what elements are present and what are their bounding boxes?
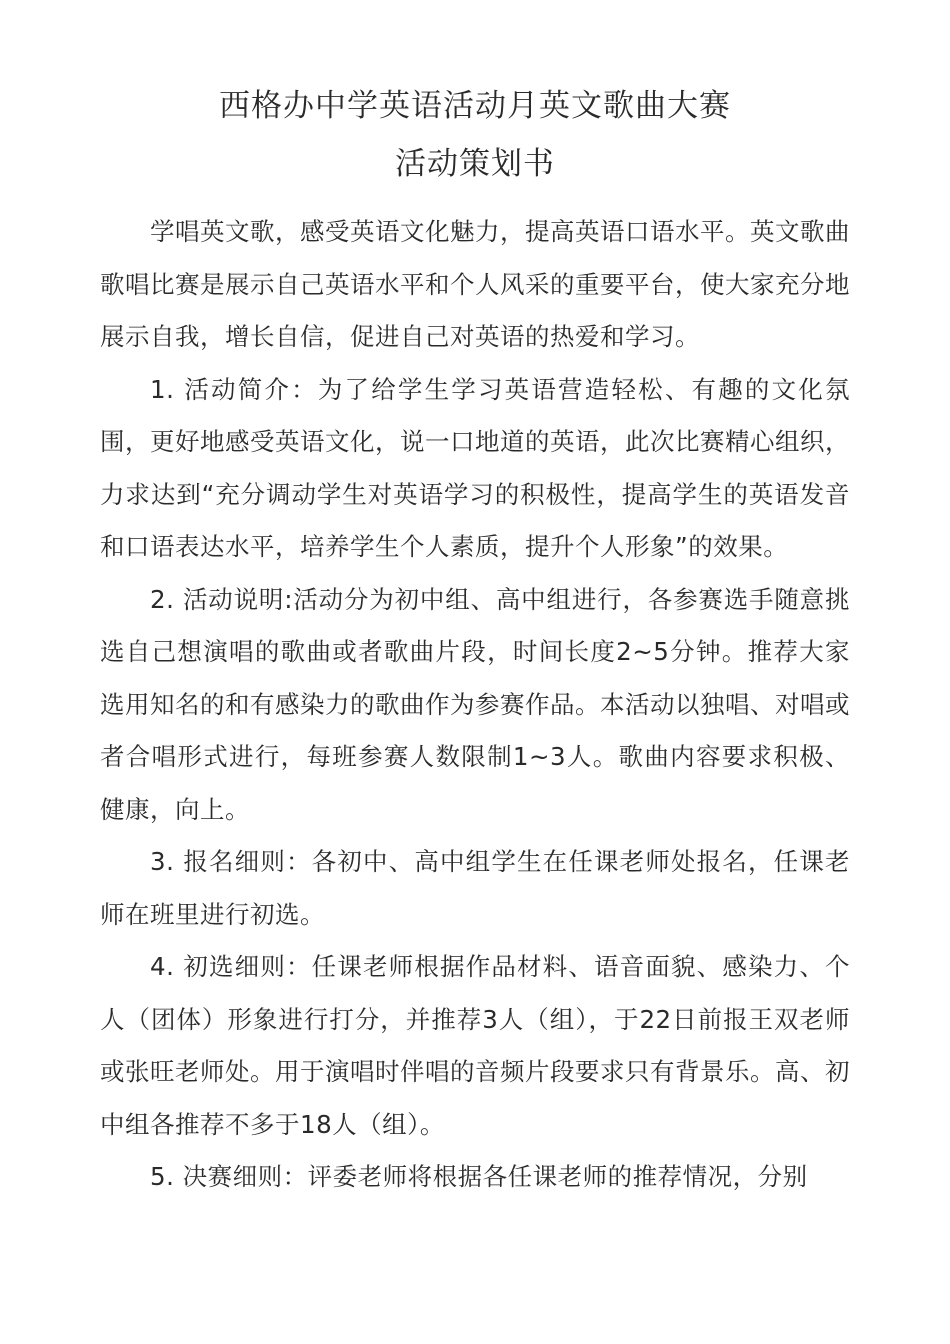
intro-paragraph: 学唱英文歌，感受英语文化魅力，提高英语口语水平。英文歌曲歌唱比赛是展示自己英语水平和个人风采的重要平台，使大家充分地展示自我，增长自信，促进自己对英语的热爱和学习。: [100, 217, 850, 351]
section-4-paragraph: 4. 初选细则：任课老师根据作品材料、语音面貌、感染力、个人（团体）形象进行打分，并推荐3人（组），于22日前报王双老师或张旺老师处。用于演唱时伴唱的音频片段要求只有背景乐。高、初中组各推荐不多于18人（组）。: [100, 952, 850, 1139]
section-5-paragraph: 5. 决赛细则：评委老师将根据各任课老师的推荐情况，分别: [150, 1162, 808, 1191]
document-subtitle: 活动策划书: [395, 146, 555, 182]
section-1-paragraph: 1. 活动简介：为了给学生学习英语营造轻松、有趣的文化氛围，更好地感受英语文化，说一口地道的英语，此次比赛精心组织，力求达到“充分调动学生对英语学习的积极性，提高学生的英语发音和口语表达水平，培养学生个人素质，提升个人形象”的效果。: [100, 374, 850, 561]
section-3-paragraph: 3. 报名细则：各初中、高中组学生在任课老师处报名，任课老师在班里进行初选。: [100, 847, 850, 929]
section-2-paragraph: 2. 活动说明:活动分为初中组、高中组进行，各参赛选手随意挑选自己想演唱的歌曲或者歌曲片段，时间长度2~5分钟。推荐大家选用知名的和有感染力的歌曲作为参赛作品。本活动以独唱、对唱或者合唱形式进行，每班参赛人数限制1~3人。歌曲内容要求积极、健康，向上。: [100, 584, 850, 824]
document-title: 西格办中学英语活动月英文歌曲大赛: [219, 88, 731, 124]
document-body: [100, 206, 850, 1204]
